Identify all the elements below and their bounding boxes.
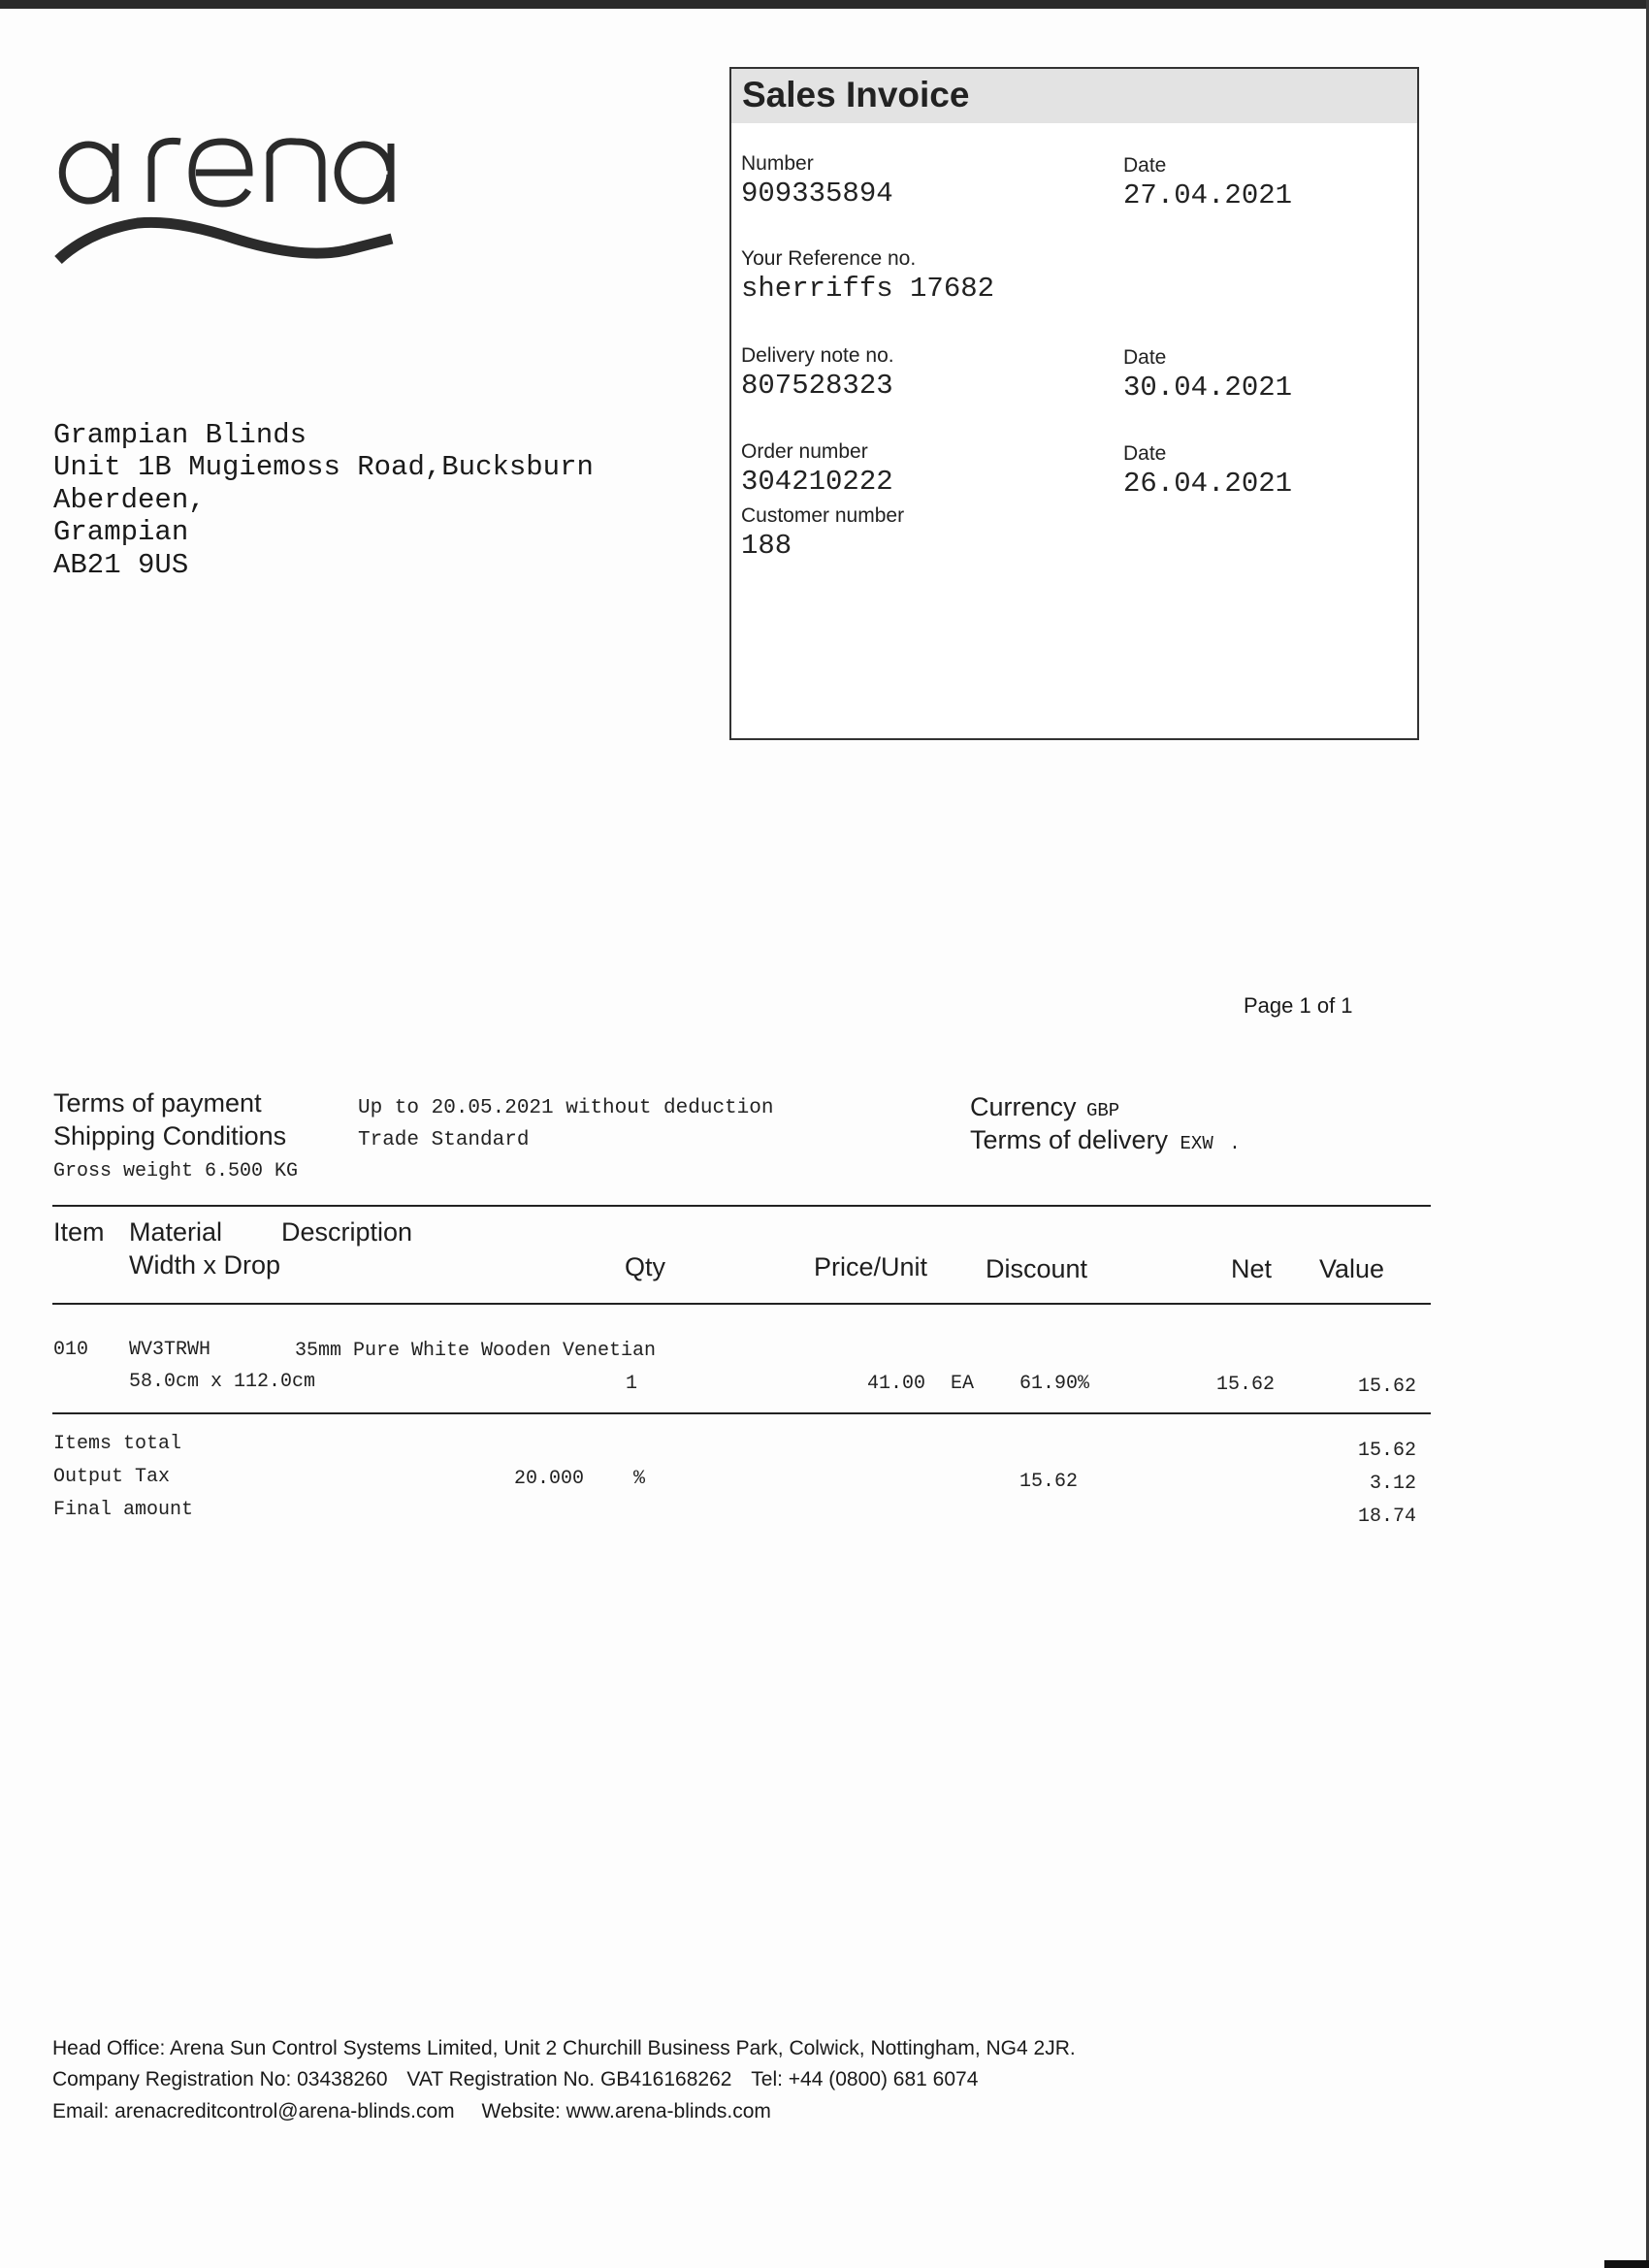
recipient-address (53, 419, 594, 581)
footer-website: Website: www.arena-blinds.com (481, 2100, 771, 2122)
invoice-number: 909335894 (741, 178, 893, 210)
arena-logo (50, 114, 400, 270)
row-item: 010 (53, 1339, 89, 1361)
order-date: 26.04.2021 (1123, 468, 1293, 500)
header-material: Material (129, 1217, 223, 1247)
gross-weight: Gross weight 6.500 KG (53, 1160, 299, 1183)
footer-vat-registration: VAT Registration No. GB416168262 (406, 2068, 732, 2090)
customer-number: 188 (741, 530, 792, 562)
scan-edge-top (0, 0, 1649, 9)
delivery-date: 30.04.2021 (1123, 372, 1293, 404)
order-number-label: Order number (741, 440, 868, 463)
footer-head-office: Head Office: Arena Sun Control Systems Limited, Unit 2 Churchill Business Park, Colwick, Nottingham, NG4 2JR. (52, 2037, 1076, 2059)
row-net: 15.62 (1215, 1374, 1275, 1396)
terms-of-payment-value: Up to 20.05.2021 without deduction (358, 1097, 774, 1119)
recipient-line: Aberdeen, (53, 483, 206, 516)
delivery-note-label: Delivery note no. (741, 344, 894, 367)
reference-value: sherriffs 17682 (741, 273, 995, 305)
terms-of-delivery-row (970, 1125, 1241, 1155)
invoice-date-label: Date (1123, 154, 1167, 177)
terms-of-delivery-value: EXW (1180, 1133, 1213, 1154)
row-description: 35mm Pure White Wooden Venetian (295, 1340, 657, 1362)
customer-number-label: Customer number (741, 504, 905, 527)
recipient-line: Grampian Blinds (53, 419, 307, 451)
recipient-line: Grampian (53, 516, 189, 549)
currency-value: GBP (1085, 1100, 1120, 1121)
output-tax-amount: 3.12 (1369, 1473, 1416, 1495)
row-size: 58.0cm x 112.0cm (129, 1371, 316, 1393)
header-value: Value (1319, 1254, 1385, 1283)
invoice-info-box (729, 67, 1419, 740)
output-tax-rate-unit: % (633, 1468, 646, 1490)
footer-company-registration: Company Registration No: 03438260 (52, 2068, 388, 2090)
recipient-line: Unit 1B Mugiemoss Road,Bucksburn (53, 451, 594, 484)
invoice-date: 27.04.2021 (1123, 179, 1293, 211)
row-discount: 61.90% (1019, 1373, 1090, 1395)
delivery-date-label: Date (1123, 346, 1167, 369)
order-number: 304210222 (741, 466, 893, 498)
items-total-label: Items total (53, 1433, 182, 1455)
row-qty: 1 (626, 1373, 638, 1395)
header-discount: Discount (986, 1254, 1088, 1283)
row-value: 15.62 (1357, 1376, 1416, 1398)
terms-of-payment-label: Terms of payment (53, 1088, 262, 1118)
recipient-line: AB21 9US (53, 548, 189, 581)
header-description: Description (281, 1217, 413, 1247)
page-indicator: Page 1 of 1 (1244, 993, 1353, 1018)
output-tax-label: Output Tax (53, 1466, 171, 1488)
header-net: Net (1231, 1254, 1273, 1283)
output-tax-rate: 20.000 (514, 1468, 585, 1490)
invoice-number-label: Number (741, 152, 814, 175)
footer-telephone: Tel: +44 (0800) 681 6074 (751, 2068, 979, 2090)
terms-of-delivery-suffix: . (1229, 1133, 1241, 1154)
header-item: Item (53, 1217, 105, 1247)
row-material: WV3TRWH (129, 1339, 211, 1361)
items-total-value: 15.62 (1357, 1440, 1416, 1462)
shipping-conditions-value: Trade Standard (358, 1129, 530, 1151)
row-unit: EA (951, 1373, 975, 1395)
table-bottom-rule (52, 1412, 1431, 1414)
currency-row (970, 1092, 1119, 1122)
header-price-unit: Price/Unit (814, 1252, 928, 1281)
order-date-label: Date (1123, 442, 1167, 465)
header-width-drop: Width x Drop (129, 1250, 281, 1280)
invoice-title: Sales Invoice (742, 75, 970, 114)
final-amount-value: 18.74 (1357, 1506, 1416, 1528)
output-tax-base: 15.62 (1019, 1471, 1079, 1493)
scan-edge-corner (1604, 2260, 1649, 2268)
delivery-note-number: 807528323 (741, 370, 893, 402)
footer-contact-row (52, 2100, 771, 2123)
reference-label: Your Reference no. (741, 247, 917, 270)
row-price: 41.00 (866, 1373, 925, 1395)
shipping-conditions-label: Shipping Conditions (53, 1121, 287, 1150)
invoice-header-band (731, 69, 1417, 123)
table-header-rule (52, 1303, 1431, 1305)
table-top-rule (52, 1205, 1431, 1207)
final-amount-label: Final amount (53, 1499, 194, 1521)
footer-registration-row (52, 2068, 978, 2091)
header-qty: Qty (625, 1252, 666, 1281)
currency-label: Currency (970, 1092, 1077, 1121)
footer-email: Email: arenacreditcontrol@arena-blinds.com (52, 2100, 455, 2122)
terms-of-delivery-label: Terms of delivery (970, 1125, 1169, 1154)
